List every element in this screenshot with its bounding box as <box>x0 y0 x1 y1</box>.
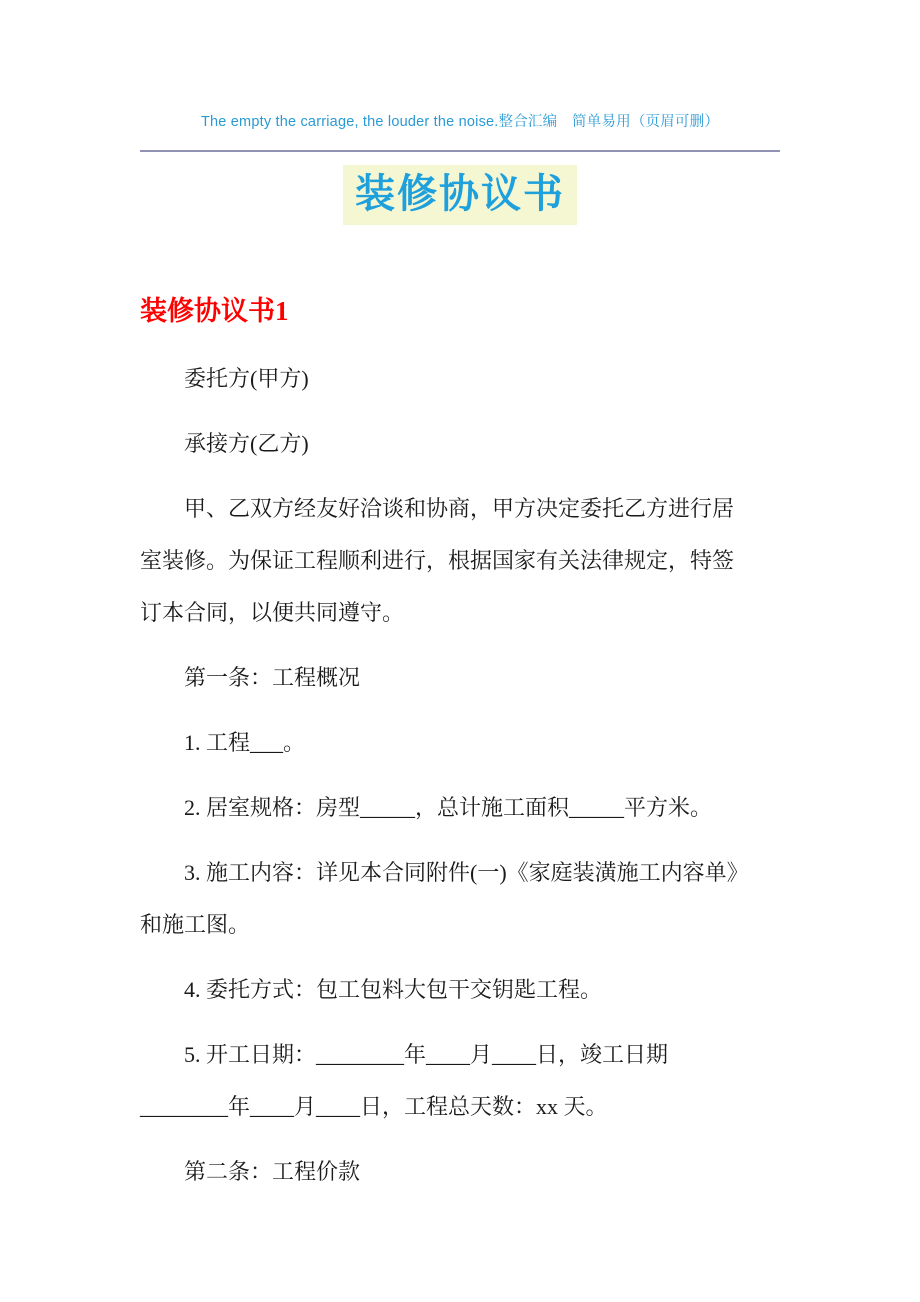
title-row <box>0 165 920 225</box>
paragraph-item-4 <box>140 964 800 1016</box>
paragraph-line: 2. 居室规格：房型_____，总计施工面积_____平方米。 <box>184 795 713 820</box>
paragraph-item-1 <box>140 717 800 769</box>
paragraph-party-b <box>140 418 800 470</box>
document-body <box>140 353 800 1198</box>
paragraph-line: 委托方(甲方) <box>184 366 309 391</box>
paragraph-line: 第一条：工程概况 <box>184 665 361 690</box>
page-header-note: The empty the carriage, the louder the noise.整合汇编 简单易用（页眉可删） <box>200 114 720 130</box>
paragraph-article-1 <box>140 652 800 704</box>
paragraph-item-5 <box>140 1029 800 1133</box>
paragraph-line: 4. 委托方式：包工包料大包干交钥匙工程。 <box>184 977 603 1002</box>
header-divider <box>140 150 780 152</box>
paragraph-line: 室装修。为保证工程顺利进行，根据国家有关法律规定，特签 <box>140 548 735 573</box>
paragraph-article-2 <box>140 1146 800 1198</box>
paragraph-line: 承接方(乙方) <box>184 431 309 456</box>
paragraph-line: 甲、乙双方经友好洽谈和协商，甲方决定委托乙方进行居 <box>184 496 735 521</box>
paragraph-line: ________年____月____日，工程总天数：xx 天。 <box>140 1094 608 1119</box>
paragraph-party-a <box>140 353 800 405</box>
paragraph-item-2 <box>140 782 800 834</box>
paragraph-line: 3. 施工内容：详见本合同附件(一)《家庭装潢施工内容单》 <box>184 860 749 885</box>
paragraph-item-3 <box>140 847 800 951</box>
paragraph-line: 订本合同，以便共同遵守。 <box>140 600 405 625</box>
paragraph-preamble <box>140 483 800 639</box>
paragraph-line: 和施工图。 <box>140 912 251 937</box>
paragraph-line: 1. 工程___。 <box>184 730 306 755</box>
page-title: 装修协议书 <box>343 165 577 225</box>
paragraph-line: 5. 开工日期：________年____月____日，竣工日期 <box>184 1042 669 1067</box>
paragraph-line: 第二条：工程价款 <box>184 1159 361 1184</box>
section-heading: 装修协议书1 <box>140 296 289 326</box>
